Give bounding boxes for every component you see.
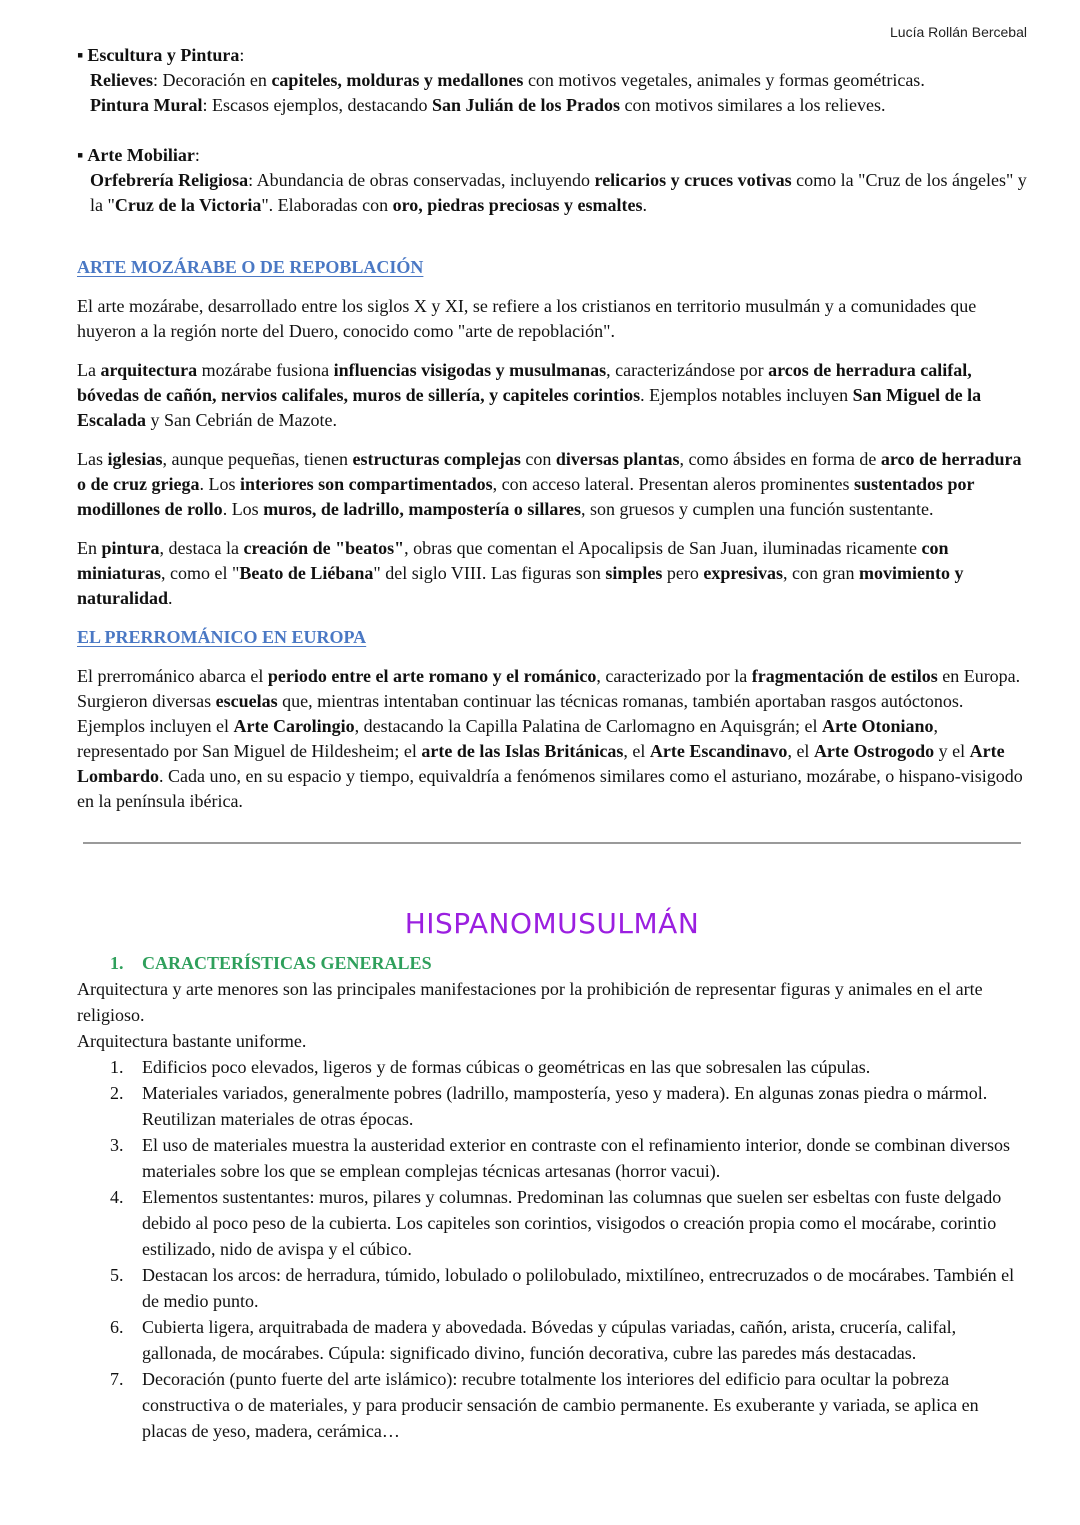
text-run: . Los (199, 474, 240, 494)
orfebreria-line: Orfebrería Religiosa: Abundancia de obras conservadas, incluyendo relicarios y cruces votivas como la "Cruz de los ángeles" y la "Cruz de la Victoria". Elaboradas con oro, piedras preciosas y esmaltes. (90, 170, 1027, 215)
bold-text-run: arcos de herradura califal, bóvedas de cañón, nervios califales, muros de sillería, y capiteles corintios (77, 360, 972, 405)
text-run: , como ábsides en forma de (679, 449, 881, 469)
mozarabe-paragraph-4 (77, 536, 1027, 611)
text-run: en Europa. Surgieron diversas (77, 666, 1021, 711)
bold-text-run: interiores son compartimentados (239, 474, 493, 494)
square-bullet-icon: ▪ (77, 145, 84, 165)
list-item: 4. Elementos sustentantes: muros, pilares y columnas. Predominan las columnas que suelen ser esbeltas con fuste delgado debido al poco peso de la cubierta. Los capiteles son corintios, visigodos o creación propia como el mocárabe, corintio estilizado, nido de avispa y el cúbico. (110, 1187, 1002, 1259)
hispano-title: HISPANOMUSULMÁN (404, 907, 700, 940)
list-item: 2. Materiales variados, generalmente pobres (ladrillo, mampostería, yeso y madera). En algunas zonas piedra o mármol. Reutilizan materiales de otras épocas. (110, 1083, 988, 1129)
bold-text-run: Arte Otoniano (822, 716, 934, 736)
document-page (77, 43, 1027, 1444)
bold-text-run: arco de herradura o de cruz griega (77, 449, 1022, 494)
list-item: 5. Destacan los arcos: de herradura, túmido, lobulado o polilobulado, mixtilíneo, entrecruzados o de mocárabes. También el de medio punto. (110, 1265, 1015, 1311)
bold-text-run: Arte Ostrogodo (813, 741, 935, 761)
text-run: . Cada uno, en su espacio y tiempo, equivaldría a fenómenos similares como el asturiano, mozárabe, o hispano-visigodo en la península ibérica. (77, 766, 1023, 811)
list-item: 1. Edificios poco elevados, ligeros y de formas cúbicas o geométricas en las que sobresalen las cúpulas. (110, 1057, 871, 1077)
text-run: , destacando la Capilla Palatina de Carlomagno en Aquisgrán; el (354, 716, 822, 736)
bold-text-run: expresivas (703, 563, 784, 583)
text-run: y el (934, 741, 970, 761)
text-run: , como el " (161, 563, 240, 583)
pintura-mural-line: Pintura Mural: Escasos ejemplos, destacando San Julián de los Prados con motivos similares a los relieves. (90, 95, 886, 115)
mozarabe-paragraph-1: El arte mozárabe, desarrollado entre los siglos X y XI, se refiere a los cristianos en territorio musulmán y a comunidades que huyeron a la región norte del Duero, conocido como "arte de repoblación". (77, 296, 977, 341)
text-run: , obras que comentan el Apocalipsis de San Juan, iluminadas ricamente (404, 538, 922, 558)
bold-text-run: Arte Escandinavo (649, 741, 788, 761)
bold-text-run: diversas plantas (555, 449, 680, 469)
text-run: " del siglo VIII. Las figuras son (373, 563, 606, 583)
text-run: . Ejemplos notables incluyen (640, 385, 853, 405)
europa-heading: EL PRERROMÁNICO EN EUROPA (77, 627, 367, 647)
bold-text-run: creación de "beatos" (243, 538, 405, 558)
list-item: 7. Decoración (punto fuerte del arte islámico): recubre totalmente los interiores del edificio para ocultar la pobreza constructiva o de materiales, y para producir sensación de cambio permanente. Es exuberante y variada, se aplica en placas de yeso, madera, cerámica… (110, 1369, 979, 1441)
mozarabe-paragraph-2 (77, 358, 1027, 433)
text-run: , representado por San Miguel de Hildesheim; el (77, 716, 938, 761)
bold-text-run: pintura (101, 538, 160, 558)
bold-text-run: escuelas (215, 691, 278, 711)
europa-paragraph-1 (77, 664, 1027, 814)
text-run: y San Cebrián de Mazote. (146, 410, 337, 430)
text-run: En (77, 538, 102, 558)
text-run: , son gruesos y cumplen una función sustentante. (581, 499, 934, 519)
hispano-intro-1: Arquitectura y arte menores son las principales manifestaciones por la prohibición de representar figuras y animales en el arte religioso. (77, 979, 983, 1025)
mozarabe-heading: ARTE MOZÁRABE O DE REPOBLACIÓN (77, 257, 424, 277)
list-item: 6. Cubierta ligera, arquitrabada de madera y abovedada. Bóvedas y cúpulas variadas, cañón, arista, crucería, califal, gallonada, de mocárabes. Cúpula: significado divino, función decorativa, cubre las paredes más destacadas. (110, 1317, 957, 1363)
text-run: mozárabe fusiona (197, 360, 334, 380)
bold-text-run: Beato de Liébana (239, 563, 374, 583)
mobiliar-block: ▪ Arte Mobiliar: Orfebrería Religiosa: Abundancia de obras conservadas, incluyendo relicarios y cruces votivas como la "Cruz de los ángeles" y la "Cruz de la Victoria". Elaboradas con oro, piedras preciosas y esmaltes. (77, 143, 1027, 218)
list-item: 3. El uso de materiales muestra la austeridad exterior en contraste con el refinamiento interior, donde se combinan diversos materiales sobre los que se emplean complejas técnicas artesanas (horror vacui). (110, 1135, 1010, 1181)
escultura-block: ▪ Escultura y Pintura: Relieves: Decoración en capiteles, molduras y medallones con motivos vegetales, animales y formas geométricas. Pintura Mural: Escasos ejemplos, destacando San Julián de los Prados con motivos similares a los relieves. (77, 43, 1027, 118)
bold-text-run: periodo entre el arte romano y el románico (267, 666, 597, 686)
bold-text-run: Arte Lombardo (77, 741, 1005, 786)
text-run: que, mientras intentaban continuar las técnicas romanas, también aportaban rasgos autóctonos. Ejemplos incluyen el (77, 691, 964, 736)
bold-text-run: muros, de ladrillo, mampostería o sillares (263, 499, 582, 519)
relieves-line: Relieves: Decoración en capiteles, molduras y medallones con motivos vegetales, animales y formas geométricas. (90, 70, 925, 90)
hispano-intro-2: Arquitectura bastante uniforme. (77, 1031, 307, 1051)
text-run: , aunque pequeñas, tienen (162, 449, 353, 469)
bold-text-run: arte de las Islas Británicas (421, 741, 624, 761)
bold-text-run: estructuras complejas (352, 449, 521, 469)
text-run: , el (623, 741, 650, 761)
characteristics-list (77, 1054, 1027, 1444)
text-run: , destaca la (159, 538, 244, 558)
text-run: con (520, 449, 556, 469)
bold-text-run: influencias visigodas y musulmanas (333, 360, 607, 380)
bold-text-run: Arte Carolingio (233, 716, 355, 736)
text-run: , caracterizándose por (606, 360, 769, 380)
author-name: Lucía Rollán Bercebal (890, 24, 1027, 40)
text-run: , el (787, 741, 814, 761)
bold-text-run: con miniaturas (77, 538, 949, 583)
bold-text-run: arquitectura (100, 360, 198, 380)
mobiliar-title: Arte Mobiliar (87, 145, 195, 165)
bold-text-run: fragmentación de estilos (751, 666, 938, 686)
section-heading: 1. CARACTERÍSTICAS GENERALES (110, 953, 432, 973)
bold-text-run: simples (605, 563, 663, 583)
mozarabe-paragraph-3 (77, 447, 1027, 522)
text-run: , con acceso lateral. Presentan aleros prominentes (492, 474, 854, 494)
text-run: pero (662, 563, 704, 583)
escultura-title: Escultura y Pintura (87, 45, 240, 65)
text-run: , con gran (783, 563, 859, 583)
bold-text-run: movimiento y naturalidad (77, 563, 964, 608)
bold-text-run: San Miguel de la Escalada (77, 385, 982, 430)
bold-text-run: sustentados por modillones de rollo (77, 474, 975, 519)
square-bullet-icon: ▪ (77, 45, 84, 65)
bold-text-run: iglesias (107, 449, 163, 469)
text-run: La (77, 360, 101, 380)
text-run: . (168, 588, 173, 608)
text-run: . Los (222, 499, 264, 519)
text-run: El prerrománico abarca el (77, 666, 268, 686)
text-run: Las (77, 449, 108, 469)
text-run: , caracterizado por la (596, 666, 752, 686)
